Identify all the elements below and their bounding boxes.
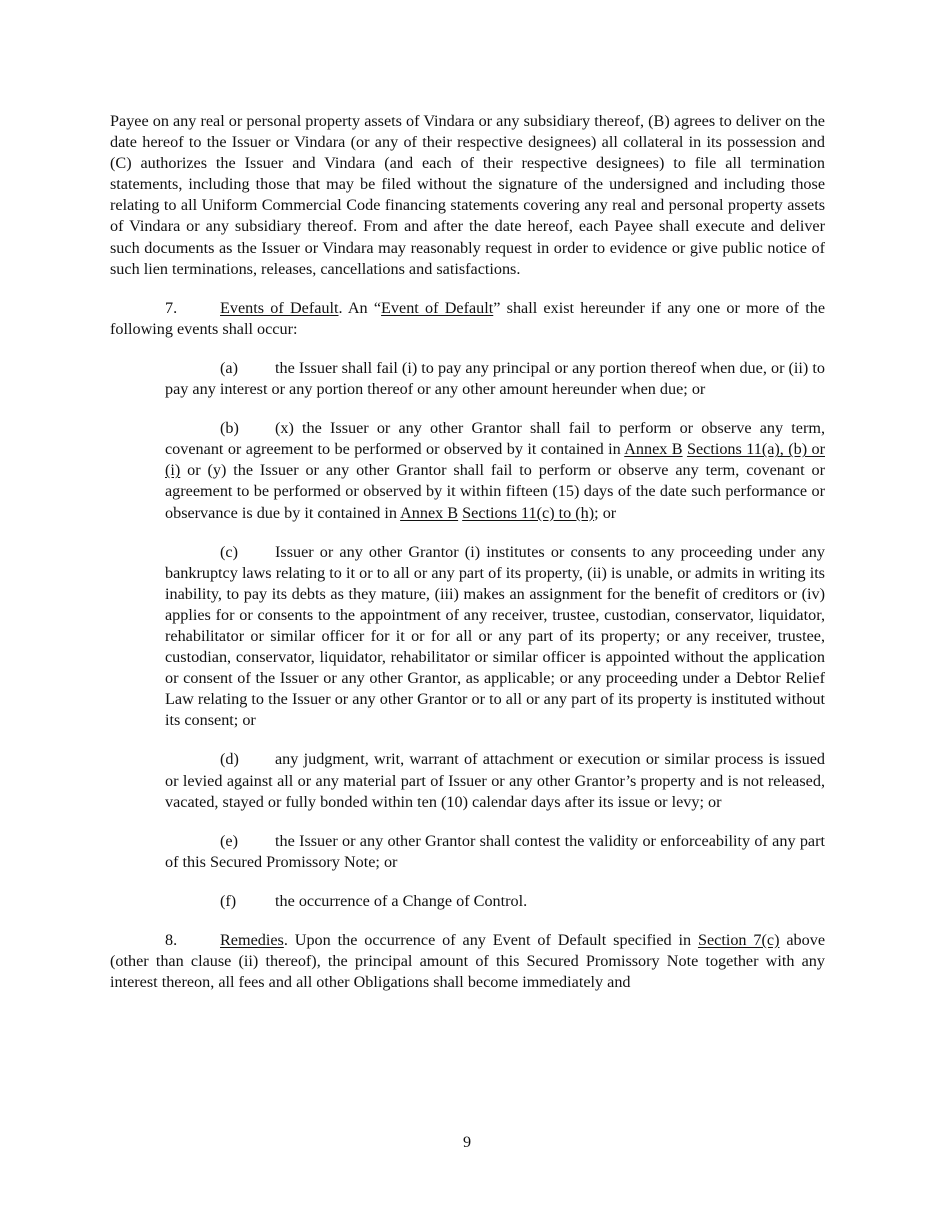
clause-b bbox=[165, 418, 825, 523]
section-8-paragraph bbox=[110, 930, 825, 993]
clause-f bbox=[165, 891, 825, 912]
clause-e-text: the Issuer or any other Grantor shall contest the validity or enforceability of any part of this Secured Promissory Note; or bbox=[165, 831, 825, 871]
clause-c-label: (c) bbox=[220, 542, 238, 561]
clause-f-text: the occurrence of a Change of Control. bbox=[275, 891, 528, 910]
clause-e-label: (e) bbox=[220, 831, 238, 850]
clause-b-annex-ref-2: Annex B bbox=[400, 503, 459, 522]
section-8-text-1: . Upon the occurrence of any Event of Default specified in bbox=[283, 931, 698, 949]
clause-b-sections-ref-2: Sections 11(c) to (h) bbox=[462, 503, 595, 522]
clause-d-text: any judgment, writ, warrant of attachment or execution or similar process is issued or levied against all or any material part of Issuer or any other Grantor’s property and is not released, vacated, stayed or fully bonded within ten (10) calendar days after its issue or levy; or bbox=[165, 750, 825, 811]
clause-c bbox=[165, 542, 825, 732]
clause-a bbox=[165, 358, 825, 400]
clause-b-label: (b) bbox=[220, 419, 239, 438]
clause-b-text-1: (x) the Issuer or any other Grantor shall fail to perform or observe any term, covenant or agreement to be performed or observed by it contained in bbox=[165, 419, 825, 459]
section-8-text-2: above (other than clause (ii) thereof), the principal amount of this Secured Promissory Note together with any interest thereon, all fees and all other Obligations shall become immediately and bbox=[110, 931, 825, 992]
section-8-number: 8. bbox=[165, 931, 178, 949]
clause-e bbox=[165, 831, 825, 873]
section-7-paragraph bbox=[110, 298, 825, 340]
document-body bbox=[110, 111, 825, 1011]
section-7-heading: Events of Default bbox=[220, 298, 339, 317]
clause-a-text: the Issuer shall fail (i) to pay any principal or any portion thereof when due, or (ii) to pay any interest or any portion thereof or any other amount hereunder when due; or bbox=[165, 358, 825, 399]
clause-f-label: (f) bbox=[220, 891, 237, 910]
clause-d bbox=[165, 749, 825, 812]
clause-b-text-3: ; or bbox=[594, 503, 617, 522]
clause-b-annex-ref-1: Annex B bbox=[624, 440, 683, 459]
clause-b-sections-ref-1: Sections 11(a), (b) or (i) bbox=[165, 440, 825, 480]
clause-c-text: Issuer or any other Grantor (i) institutes or consents to any proceeding under any bankruptcy laws relating to it or to all or any part of its property, (ii) is unable, or admits in writing its inability, to pay its debts as they mature, (iii) makes an assignment for the benefit of creditors or (iv) applies for or consents to the appointment of any receiver, trustee, custodian, conservator, liquidator, rehabilitator or similar officer for it or for all or any part of its property; or any receiver, trustee, custodian, conservator, liquidator, rehabilitator or similar officer is appointed without the application or consent of the Issuer or any other Grantor, as applicable; or any proceeding under a Debtor Relief Law relating to the Issuer or any other Grantor or to all or any part of its property is instituted without its consent; or bbox=[165, 542, 825, 730]
section-8-ref: Section 7(c) bbox=[697, 931, 780, 949]
section-7-number: 7. bbox=[165, 298, 178, 317]
section-8-heading: Remedies bbox=[220, 931, 284, 949]
clause-d-label: (d) bbox=[220, 750, 239, 769]
clause-a-label: (a) bbox=[220, 358, 238, 377]
section-7-lead-1: . An “ bbox=[338, 298, 382, 317]
clause-b-text-2: or (y) the Issuer or any other Grantor shall fail to perform or observe any term, covenant or agreement to be performed or observed by it within fifteen (15) days of the date such performance or observance is due by it contained in bbox=[165, 461, 825, 522]
intro-paragraph: Payee on any real or personal property assets of Vindara or any subsidiary thereof, (B) agrees to deliver on the date hereof to the Issuer or Vindara (or any of their respective designees) all collateral in its possession and (C) authorizes the Issuer and Vindara (and each of their respective designees) to file all termination statements, including those that may be filed without the signature of the undersigned and including those relating to all Uniform Commercial Code financing statements covering any real and personal property assets of Vindara or any subsidiary thereof. From and after the date hereof, each Payee shall execute and deliver such documents as the Issuer or Vindara may reasonably request in order to evidence or give public notice of such lien terminations, releases, cancellations and satisfactions. bbox=[110, 112, 825, 278]
page-number: 9 bbox=[462, 1133, 472, 1151]
section-7-defined-term: Event of Default bbox=[381, 298, 494, 317]
section-7-lead-2: ” shall exist hereunder if any one or more of the following events shall occur: bbox=[110, 298, 825, 338]
